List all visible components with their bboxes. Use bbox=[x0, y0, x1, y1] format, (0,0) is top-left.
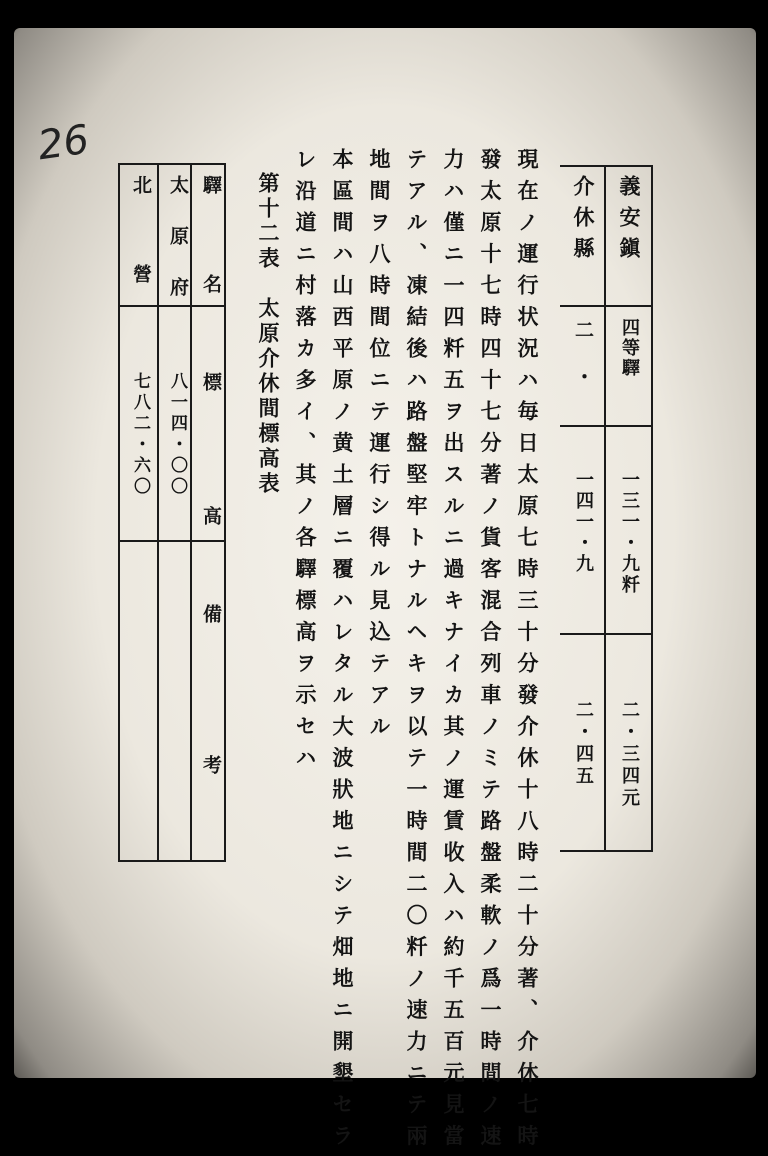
row2-grade: 二・ bbox=[572, 320, 594, 414]
row2-elevation: 七八二・六〇 bbox=[130, 372, 150, 498]
row2-amount: 二・四五 bbox=[573, 700, 594, 788]
row1-name: 太原府 bbox=[167, 175, 189, 328]
header-station-name: 驛名 bbox=[200, 175, 222, 373]
body-line-3: 力ハ僅ニ一四粁五ヲ出スルニ過キナイカ其ノ運賃收入ハ約千五百元見當 bbox=[441, 148, 466, 1156]
row1-elevation: 八一四・〇〇 bbox=[167, 372, 187, 498]
page-number: 26 bbox=[35, 116, 92, 170]
row1-distance: 一三一・九粁 bbox=[619, 470, 640, 596]
row2-station: 介休縣 bbox=[571, 175, 596, 268]
table-caption: 第十二表 太原介休間標高表 bbox=[256, 172, 281, 497]
row1-grade: 四等驛 bbox=[619, 318, 640, 378]
row1-amount: 二・三四元 bbox=[619, 700, 640, 810]
body-line-5: 地間ヲ八時間位ニテ運行シ得ル見込テアル bbox=[367, 148, 392, 747]
body-line-1: 現在ノ運行状況ハ毎日太原七時三十分發介休十八時二十分著、介休七時 bbox=[515, 148, 540, 1156]
row2-name: 北營 bbox=[130, 175, 152, 353]
body-line-4: テアル、凍結後ハ路盤堅牢トナルヘキヲ以テ一時間二〇粁ノ速力ニテ兩 bbox=[404, 148, 429, 1156]
header-remarks: 備考 bbox=[200, 604, 222, 906]
header-elevation: 標高 bbox=[200, 372, 222, 640]
body-line-2: 發太原十七時四十七分著ノ貨客混合列車ノミテ路盤柔軟ノ爲一時間ノ速 bbox=[478, 148, 503, 1156]
body-line-6: 本區間ハ山西平原ノ黄土層ニ覆ハレタル大波狀地ニシテ畑地ニ開墾セラ bbox=[330, 148, 355, 1156]
row1-station: 義安鎭 bbox=[617, 175, 642, 268]
body-line-7: レ沿道ニ村落カ多イ、其ノ各驛標高ヲ示セハ bbox=[293, 148, 318, 778]
row2-distance: 一四一・九 bbox=[573, 470, 594, 575]
